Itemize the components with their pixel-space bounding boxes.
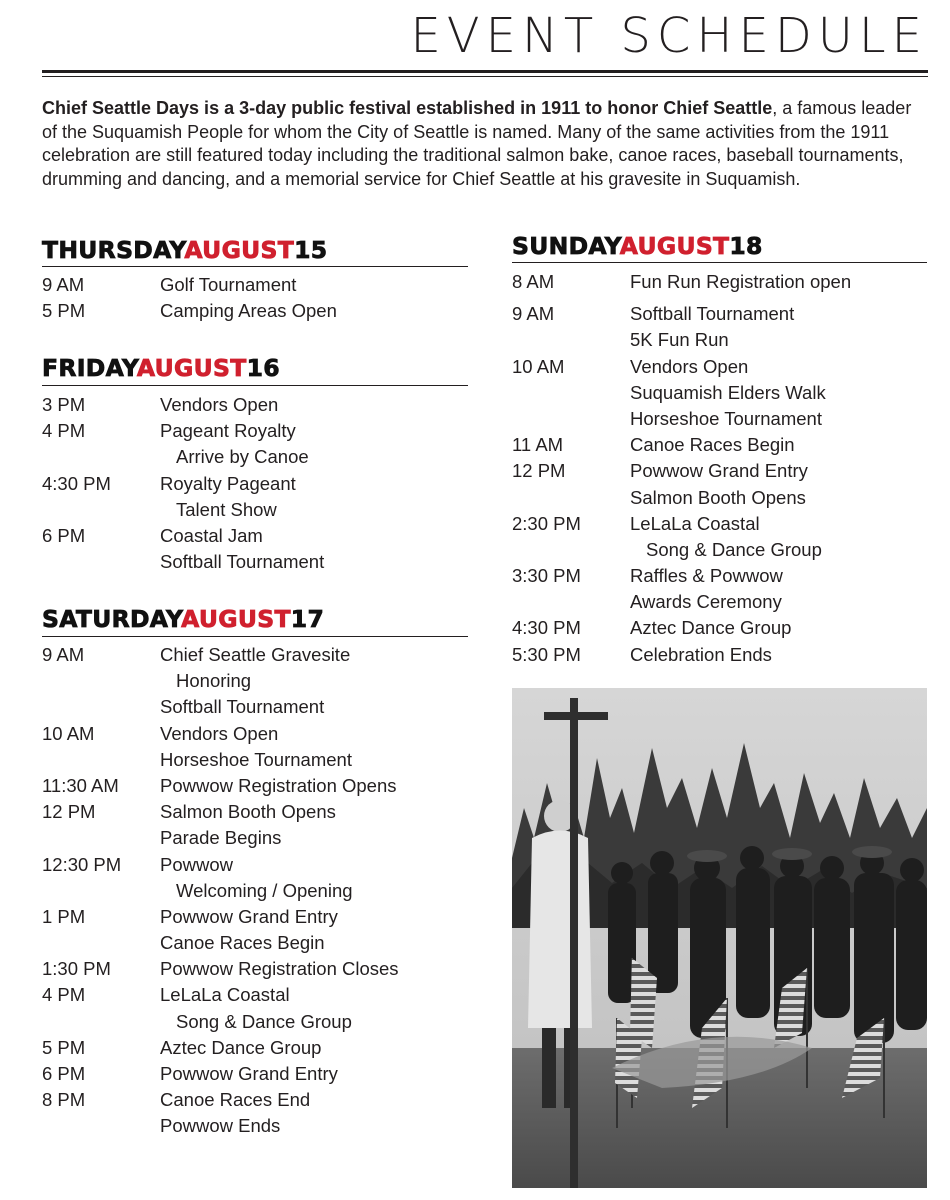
event-desc: Salmon Booth Opens bbox=[160, 801, 336, 823]
event-desc: Horseshoe Tournament bbox=[160, 748, 352, 770]
event-desc: Suquamish Elders Walk bbox=[630, 381, 826, 403]
event-time: 4:30 PM bbox=[512, 617, 581, 639]
event-time: 5 PM bbox=[42, 300, 86, 322]
event-time bbox=[42, 747, 160, 773]
event-row bbox=[42, 956, 399, 982]
event-row bbox=[42, 904, 399, 930]
event-time: 4:30 PM bbox=[42, 472, 111, 494]
event-time: 9 AM bbox=[512, 303, 555, 325]
event-row bbox=[42, 1009, 399, 1035]
day-date: 15 bbox=[294, 236, 328, 264]
event-desc: Vendors Open bbox=[630, 355, 749, 377]
event-row bbox=[512, 380, 851, 406]
day-date: 16 bbox=[246, 354, 280, 382]
event-desc: Powwow bbox=[160, 853, 233, 875]
event-row bbox=[42, 694, 399, 720]
event-row bbox=[42, 878, 399, 904]
friday-events bbox=[42, 392, 324, 575]
event-desc: Powwow Grand Entry bbox=[160, 905, 338, 927]
event-time: 9 AM bbox=[42, 644, 85, 665]
event-time: 10 AM bbox=[42, 722, 95, 744]
event-row bbox=[42, 272, 337, 298]
event-row bbox=[512, 511, 851, 537]
event-row bbox=[42, 668, 399, 694]
thursday-rule bbox=[42, 266, 468, 267]
event-desc: Canoe Races End bbox=[160, 1089, 311, 1111]
event-row bbox=[512, 589, 851, 615]
intro-paragraph bbox=[42, 97, 922, 191]
event-time bbox=[512, 537, 630, 563]
event-desc: Coastal Jam bbox=[160, 524, 263, 546]
event-row bbox=[42, 418, 324, 444]
month-name: AUGUST bbox=[619, 232, 730, 260]
day-name: FRIDAY bbox=[42, 354, 137, 382]
event-desc: Camping Areas Open bbox=[160, 300, 337, 322]
event-time: 12 PM bbox=[42, 801, 96, 823]
event-time: 2:30 PM bbox=[512, 512, 581, 534]
event-desc: LeLaLa Coastal bbox=[160, 984, 290, 1006]
event-desc: 5K Fun Run bbox=[630, 329, 729, 351]
friday-heading bbox=[42, 354, 280, 382]
event-row bbox=[512, 615, 851, 641]
event-time bbox=[42, 1009, 160, 1035]
event-time: 8 AM bbox=[512, 271, 555, 292]
saturday-events bbox=[42, 642, 399, 1140]
event-time: 12 PM bbox=[512, 460, 566, 482]
sunday-heading bbox=[512, 232, 763, 260]
event-desc: Horseshoe Tournament bbox=[630, 407, 822, 429]
event-time: 6 PM bbox=[42, 1063, 86, 1084]
event-row bbox=[42, 1035, 399, 1061]
event-time bbox=[512, 327, 630, 353]
event-desc: Arrive by Canoe bbox=[176, 446, 309, 468]
event-row bbox=[512, 269, 851, 295]
intro-bold: Chief Seattle Days is a 3-day public festival established in 1911 to honor Chief Seattle bbox=[42, 98, 773, 118]
event-row bbox=[42, 825, 399, 851]
event-row bbox=[42, 747, 399, 773]
event-desc: Song & Dance Group bbox=[646, 538, 822, 560]
event-time bbox=[42, 668, 160, 694]
event-time: 6 PM bbox=[42, 524, 86, 546]
event-row bbox=[42, 392, 324, 418]
event-desc: Powwow Registration Opens bbox=[160, 774, 397, 796]
event-row bbox=[512, 354, 851, 380]
event-desc: Powwow Grand Entry bbox=[630, 460, 808, 482]
event-desc: Powwow Ends bbox=[160, 1115, 281, 1137]
event-row bbox=[42, 852, 399, 878]
event-desc: Powwow Registration Closes bbox=[160, 958, 399, 980]
event-row bbox=[512, 432, 851, 458]
event-row bbox=[512, 642, 851, 668]
event-time bbox=[42, 444, 160, 470]
event-row bbox=[42, 773, 399, 799]
event-desc: Canoe Races Begin bbox=[160, 932, 325, 954]
event-time bbox=[42, 878, 160, 904]
month-name: AUGUST bbox=[184, 236, 295, 264]
event-desc: Vendors Open bbox=[160, 394, 279, 415]
event-row bbox=[512, 563, 851, 589]
event-desc: LeLaLa Coastal bbox=[630, 512, 760, 534]
event-desc: Song & Dance Group bbox=[176, 1010, 352, 1032]
event-row bbox=[42, 549, 324, 575]
event-time bbox=[42, 1113, 160, 1139]
event-row bbox=[42, 642, 399, 668]
event-row bbox=[512, 458, 851, 484]
event-time bbox=[42, 549, 160, 575]
sunday-rule bbox=[512, 262, 927, 263]
event-row bbox=[42, 721, 399, 747]
event-time: 1 PM bbox=[42, 905, 86, 927]
event-time: 5:30 PM bbox=[512, 643, 581, 665]
event-desc: Chief Seattle Gravesite bbox=[160, 644, 351, 665]
event-row bbox=[42, 1113, 399, 1139]
month-name: AUGUST bbox=[136, 354, 247, 382]
event-time: 4 PM bbox=[42, 420, 86, 442]
event-row bbox=[42, 1087, 399, 1113]
page-title: EVENT SCHEDULE bbox=[410, 8, 928, 64]
event-desc: Awards Ceremony bbox=[630, 591, 782, 613]
event-desc: Powwow Grand Entry bbox=[160, 1063, 338, 1084]
event-desc: Aztec Dance Group bbox=[630, 617, 792, 639]
day-name: SATURDAY bbox=[42, 605, 182, 633]
event-row bbox=[512, 537, 851, 563]
event-time bbox=[42, 930, 160, 956]
title-rule-thin bbox=[42, 76, 928, 77]
event-row bbox=[42, 298, 337, 324]
event-row bbox=[42, 982, 399, 1008]
event-time: 3 PM bbox=[42, 394, 86, 415]
event-time: 9 AM bbox=[42, 274, 85, 295]
event-desc: Welcoming / Opening bbox=[176, 879, 353, 901]
event-desc: Pageant Royalty bbox=[160, 420, 296, 442]
event-time bbox=[512, 485, 630, 511]
event-desc: Softball Tournament bbox=[160, 696, 325, 718]
photo-illustration bbox=[512, 688, 927, 1188]
day-name: SUNDAY bbox=[512, 232, 620, 260]
friday-rule bbox=[42, 385, 468, 386]
event-time bbox=[42, 825, 160, 851]
event-time bbox=[512, 380, 630, 406]
event-row bbox=[42, 1061, 399, 1087]
event-desc: Royalty Pageant bbox=[160, 472, 296, 494]
event-row bbox=[512, 301, 851, 327]
sunday-events bbox=[512, 269, 851, 668]
saturday-heading bbox=[42, 605, 325, 633]
event-row bbox=[42, 799, 399, 825]
event-row bbox=[42, 930, 399, 956]
event-desc: Vendors Open bbox=[160, 722, 279, 744]
event-time: 8 PM bbox=[42, 1089, 86, 1111]
event-time: 5 PM bbox=[42, 1036, 86, 1058]
event-time bbox=[512, 589, 630, 615]
historic-photograph bbox=[512, 688, 927, 1188]
event-desc: Talent Show bbox=[176, 498, 277, 520]
day-date: 18 bbox=[729, 232, 763, 260]
event-row bbox=[512, 327, 851, 353]
event-row bbox=[512, 485, 851, 511]
event-row bbox=[512, 406, 851, 432]
event-time: 1:30 PM bbox=[42, 958, 111, 980]
event-time: 4 PM bbox=[42, 984, 86, 1006]
day-date: 17 bbox=[290, 605, 325, 633]
saturday-rule bbox=[42, 636, 468, 637]
event-row bbox=[42, 523, 324, 549]
event-desc: Softball Tournament bbox=[630, 303, 795, 325]
event-time: 12:30 PM bbox=[42, 853, 122, 875]
event-time bbox=[42, 694, 160, 720]
thursday-heading bbox=[42, 236, 328, 264]
event-row bbox=[42, 444, 324, 470]
title-rule bbox=[42, 70, 928, 73]
event-time bbox=[42, 497, 160, 523]
thursday-events bbox=[42, 272, 337, 324]
event-desc: Salmon Booth Opens bbox=[630, 486, 806, 508]
intro-text: , a famous leader of the Suquamish People for whom the City of Seattle is named. Many of the same activities from the 1911 celebration are still featured today including the traditional salmon bake, canoe races, baseball tournaments, drumming and dancing, and a memorial service for Chief Seattle at his gravesite in Suquamish. bbox=[42, 98, 912, 189]
event-row bbox=[42, 471, 324, 497]
event-desc: Golf Tournament bbox=[160, 274, 297, 295]
event-desc: Aztec Dance Group bbox=[160, 1036, 322, 1058]
event-time: 3:30 PM bbox=[512, 565, 581, 587]
event-desc: Softball Tournament bbox=[160, 551, 325, 573]
event-desc: Honoring bbox=[176, 670, 252, 692]
month-name: AUGUST bbox=[181, 605, 291, 633]
event-time: 11:30 AM bbox=[42, 774, 119, 796]
event-desc: Parade Begins bbox=[160, 827, 282, 849]
event-desc: Fun Run Registration open bbox=[630, 271, 852, 292]
event-time bbox=[512, 406, 630, 432]
event-time: 10 AM bbox=[512, 355, 565, 377]
event-row bbox=[42, 497, 324, 523]
day-name: THURSDAY bbox=[42, 236, 185, 264]
event-desc: Canoe Races Begin bbox=[630, 434, 795, 456]
event-desc: Raffles & Powwow bbox=[630, 565, 783, 587]
event-time: 11 AM bbox=[512, 434, 564, 456]
event-desc: Celebration Ends bbox=[630, 643, 772, 665]
